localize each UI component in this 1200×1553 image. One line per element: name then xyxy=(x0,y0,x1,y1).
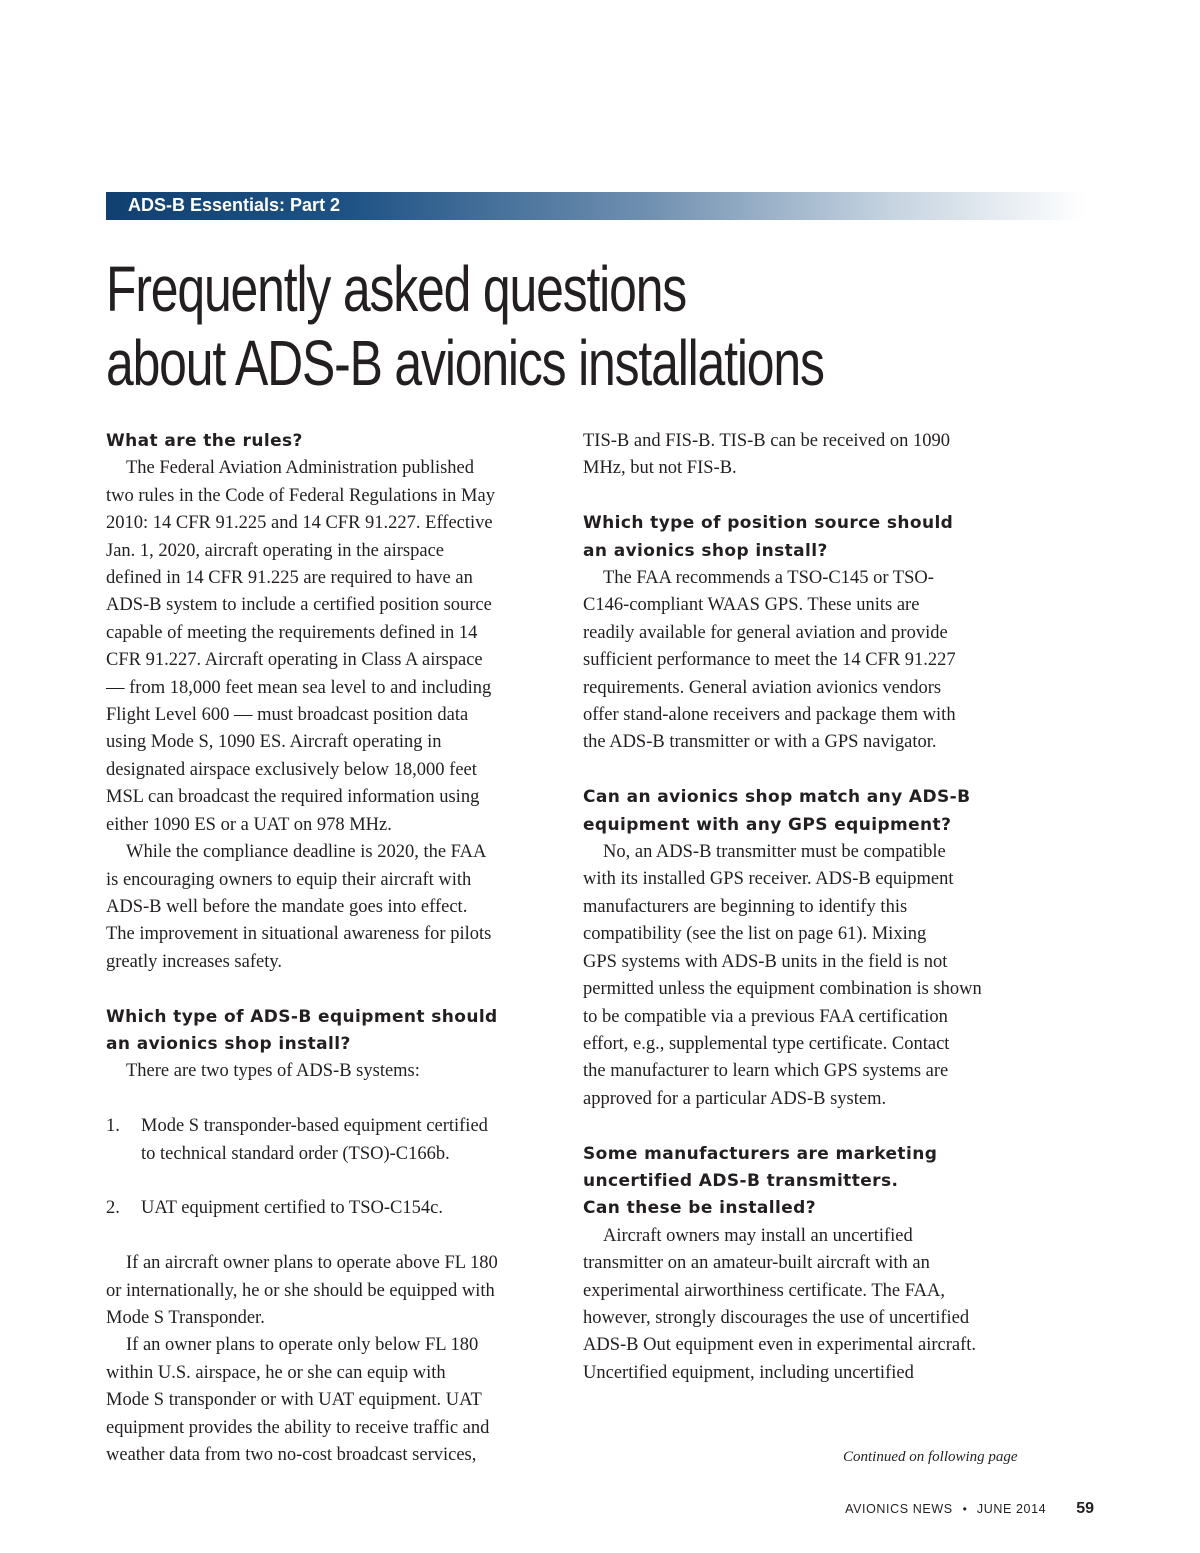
section-banner xyxy=(106,192,1086,220)
text-line: defined in 14 CFR 91.225 are required to have an xyxy=(106,568,473,589)
question-equipment-type xyxy=(106,1004,556,1059)
left-column xyxy=(106,428,556,1469)
publication-name: AVIONICS NEWS xyxy=(845,1502,953,1516)
text-line: effort, e.g., supplemental type certificate. Contact xyxy=(583,1033,950,1054)
title-line-2: about ADS-B avionics installations xyxy=(106,327,824,399)
text-line: Mode S Transponder. xyxy=(106,1307,265,1328)
text-line: either 1090 ES or a UAT on 978 MHz. xyxy=(106,814,392,835)
issue-date: JUNE 2014 xyxy=(976,1502,1047,1516)
text-line: capable of meeting the requirements defined in 14 xyxy=(106,622,478,643)
list-number: 2. xyxy=(106,1198,120,1219)
text-line: experimental airworthiness certificate. The FAA, xyxy=(583,1280,945,1301)
text-line: compatibility (see the list on page 61). Mixing xyxy=(583,924,927,945)
text-line: Jan. 1, 2020, aircraft operating in the airspace xyxy=(106,540,445,561)
text-line: If an aircraft owner plans to operate above FL 180 xyxy=(126,1253,498,1274)
title-line-1: Frequently asked questions xyxy=(106,253,687,325)
text-line: however, strongly discourages the use of uncertified xyxy=(583,1307,970,1328)
text-line: approved for a particular ADS-B system. xyxy=(583,1088,887,1109)
text-line: is encouraging owners to equip their aircraft with xyxy=(106,869,472,890)
text-line: While the compliance deadline is 2020, the FAA xyxy=(126,842,487,863)
page-footer xyxy=(845,1500,1094,1518)
question-line: Which type of position source should xyxy=(583,513,954,534)
text-line: transmitter on an amateur-built aircraft with an xyxy=(583,1253,930,1274)
text-line: CFR 91.227. Aircraft operating in Class A airspace xyxy=(106,650,483,671)
page-number: 59 xyxy=(1076,1500,1094,1517)
text-line: equipment provides the ability to receive traffic and xyxy=(106,1417,490,1438)
text-line: greatly increases safety. xyxy=(106,951,283,972)
question-position-source xyxy=(583,510,1033,565)
list-item xyxy=(106,1113,556,1168)
text-line: GPS systems with ADS-B units in the field is not xyxy=(583,951,948,972)
paragraph xyxy=(106,1250,556,1332)
text-line: Mode S transponder or with UAT equipment. UAT xyxy=(106,1390,482,1411)
text-line: to be compatible via a previous FAA certification xyxy=(583,1006,948,1027)
question-uncertified xyxy=(583,1141,1033,1223)
question-gps-match xyxy=(583,784,1033,839)
text-line: Flight Level 600 — must broadcast position data xyxy=(106,705,469,726)
paragraph xyxy=(106,1332,556,1469)
text-line: Aircraft owners may install an uncertified xyxy=(603,1225,913,1246)
list-number: 1. xyxy=(106,1116,120,1137)
text-line: There are two types of ADS-B systems: xyxy=(126,1061,420,1082)
text-line: UAT equipment certified to TSO-C154c. xyxy=(141,1198,443,1219)
text-line: the manufacturer to learn which GPS systems are xyxy=(583,1061,949,1082)
question-line: Some manufacturers are marketing xyxy=(583,1143,938,1164)
text-line: — from 18,000 feet mean sea level to and including xyxy=(106,677,492,698)
paragraph xyxy=(106,839,556,976)
text-line: offer stand-alone receivers and package them with xyxy=(583,705,956,726)
text-line: Uncertified equipment, including uncertified xyxy=(583,1362,914,1383)
paragraph xyxy=(583,1223,1033,1387)
text-line: No, an ADS-B transmitter must be compatible xyxy=(603,842,946,863)
footer-separator: • xyxy=(962,1502,967,1516)
paragraph xyxy=(583,428,1033,483)
text-line: MSL can broadcast the required information using xyxy=(106,787,480,808)
text-line: readily available for general aviation and provide xyxy=(583,622,948,643)
question-line: equipment with any GPS equipment? xyxy=(583,814,952,835)
text-line: with its installed GPS receiver. ADS-B equipment xyxy=(583,869,954,890)
text-line: ADS-B well before the mandate goes into effect. xyxy=(106,896,468,917)
text-line: designated airspace exclusively below 18,000 feet xyxy=(106,759,477,780)
paragraph xyxy=(583,565,1033,757)
question-line: an avionics shop install? xyxy=(106,1033,351,1054)
question-line: Can these be installed? xyxy=(583,1198,816,1219)
question-line: uncertified ADS-B transmitters. xyxy=(583,1170,899,1191)
text-line: Mode S transponder-based equipment certified xyxy=(141,1116,488,1137)
paragraph xyxy=(106,455,556,839)
text-line: requirements. General aviation avionics vendors xyxy=(583,677,942,698)
question-line: Which type of ADS-B equipment should xyxy=(106,1006,498,1027)
question-line: Can an avionics shop match any ADS-B xyxy=(583,787,971,808)
text-line: manufacturers are beginning to identify this xyxy=(583,896,908,917)
text-line: ADS-B system to include a certified position source xyxy=(106,595,492,616)
text-line: weather data from two no-cost broadcast services, xyxy=(106,1444,477,1465)
continued-note: Continued on following page xyxy=(843,1449,1018,1465)
text-line: or internationally, he or she should be equipped with xyxy=(106,1280,495,1301)
text-line: within U.S. airspace, he or she can equip with xyxy=(106,1362,446,1383)
list-item xyxy=(106,1195,556,1222)
section-label: ADS-B Essentials: Part 2 xyxy=(128,195,341,215)
text-line: two rules in the Code of Federal Regulations in May xyxy=(106,485,495,506)
paragraph xyxy=(106,1058,556,1085)
text-line: The Federal Aviation Administration published xyxy=(126,458,475,479)
text-line: to technical standard order (TSO)-C166b. xyxy=(141,1143,450,1164)
text-line: 2010: 14 CFR 91.225 and 14 CFR 91.227. Effective xyxy=(106,513,493,534)
right-column xyxy=(583,428,1033,1387)
paragraph xyxy=(583,839,1033,1113)
text-line: C146-compliant WAAS GPS. These units are xyxy=(583,595,920,616)
text-line: using Mode S, 1090 ES. Aircraft operating in xyxy=(106,732,442,753)
text-line: If an owner plans to operate only below FL 180 xyxy=(126,1335,479,1356)
text-line: TIS-B and FIS-B. TIS-B can be received on 1090 xyxy=(583,431,951,451)
text-line: sufficient performance to meet the 14 CFR 91.227 xyxy=(583,650,956,671)
text-line: the ADS-B transmitter or with a GPS navigator. xyxy=(583,732,937,753)
question-rules: What are the rules? xyxy=(106,431,303,451)
text-line: The improvement in situational awareness for pilots xyxy=(106,924,492,945)
text-line: permitted unless the equipment combination is shown xyxy=(583,979,982,1000)
text-line: ADS-B Out equipment even in experimental aircraft. xyxy=(583,1335,976,1356)
text-line: MHz, but not FIS-B. xyxy=(583,458,737,479)
article-title xyxy=(106,252,824,400)
text-line: The FAA recommends a TSO-C145 or TSO- xyxy=(603,568,934,589)
question-line: an avionics shop install? xyxy=(583,540,828,561)
